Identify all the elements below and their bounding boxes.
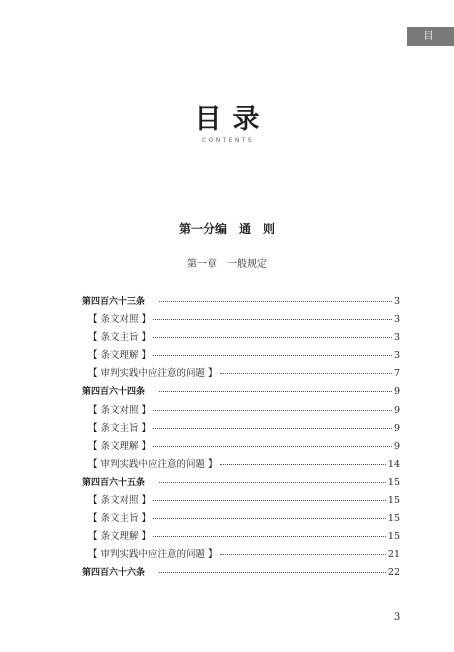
toc-entry-page: 15 [387, 495, 400, 507]
toc-entry-label: 【 条文理解 】 [88, 531, 152, 543]
toc-entry-page: 7 [393, 368, 400, 380]
toc-entry-label: 【 条文对照 】 [88, 314, 152, 326]
toc-entry-label: 【 条文理解 】 [88, 440, 152, 452]
page-number: 3 [394, 612, 401, 623]
toc-sub-entry[interactable] [82, 456, 400, 474]
toc-article-entry[interactable] [82, 564, 400, 582]
toc-entry-label: 【 审判实践中应注意的问题 】 [88, 549, 218, 561]
toc-entry-page: 22 [387, 567, 400, 579]
toc-leader-dots [159, 390, 392, 392]
toc-article-entry[interactable] [82, 293, 400, 311]
toc-entry-label: 【 条文对照 】 [88, 404, 152, 416]
toc-sub-entry[interactable] [82, 365, 400, 383]
toc-article-entry[interactable] [82, 383, 400, 401]
toc-leader-dots [153, 336, 392, 338]
toc-leader-dots [153, 354, 392, 356]
toc-entry-label: 【 审判实践中应注意的问题 】 [88, 458, 218, 470]
toc-leader-dots [153, 318, 392, 320]
toc-entry-page: 9 [393, 386, 400, 398]
toc-sub-entry[interactable] [82, 329, 400, 347]
toc-entry-page: 14 [387, 458, 400, 470]
toc-entry-page: 3 [393, 296, 400, 307]
toc-entry-page: 3 [393, 314, 400, 326]
toc-sub-entry[interactable] [82, 420, 400, 438]
toc-leader-dots [153, 517, 386, 519]
part-heading: 第一分编 通 则 [178, 222, 275, 236]
toc-entry-page: 9 [393, 404, 400, 416]
toc-leader-dots [159, 571, 386, 573]
page-subtitle: CONTENTS [201, 137, 255, 144]
chapter-heading: 第一章 一般规定 [187, 259, 267, 270]
toc-leader-dots [220, 463, 386, 465]
toc-sub-entry[interactable] [82, 311, 400, 329]
toc-entry-label: 第四百六十三条 [82, 297, 146, 307]
toc-article-entry[interactable] [82, 474, 400, 492]
toc-entry-page: 15 [387, 476, 400, 488]
toc-entry-label: 第四百六十六条 [82, 568, 146, 579]
toc-entry-label: 第四百六十五条 [82, 477, 146, 488]
toc-sub-entry[interactable] [82, 347, 400, 365]
toc-entry-page: 3 [393, 350, 400, 362]
running-header-tab: 目 录 [407, 27, 454, 46]
toc-leader-dots [153, 409, 392, 411]
toc-sub-entry[interactable] [82, 546, 400, 564]
toc-leader-dots [220, 372, 392, 374]
toc-entry-page: 3 [393, 332, 400, 344]
table-of-contents [82, 293, 400, 583]
toc-sub-entry[interactable] [82, 492, 400, 510]
toc-entry-label: 【 条文对照 】 [88, 495, 152, 507]
toc-entry-label: 【 条文主旨 】 [88, 332, 152, 344]
toc-entry-page: 21 [387, 549, 400, 561]
toc-entry-label: 【 审判实践中应注意的问题 】 [88, 368, 218, 380]
toc-entry-label: 【 条文理解 】 [88, 350, 152, 362]
page-title: 目录 [194, 104, 271, 135]
toc-entry-page: 15 [387, 531, 400, 543]
toc-leader-dots [153, 535, 386, 537]
toc-entry-page: 9 [393, 422, 400, 434]
toc-sub-entry[interactable] [82, 528, 400, 546]
toc-leader-dots [153, 499, 386, 501]
toc-sub-entry[interactable] [82, 510, 400, 528]
toc-leader-dots [159, 481, 386, 483]
toc-entry-page: 9 [393, 440, 400, 452]
toc-entry-label: 【 条文主旨 】 [88, 513, 152, 525]
toc-entry-page: 15 [387, 513, 400, 525]
toc-entry-label: 第四百六十四条 [82, 387, 146, 398]
toc-leader-dots [153, 427, 392, 429]
toc-entry-label: 【 条文主旨 】 [88, 422, 152, 434]
toc-leader-dots [159, 300, 392, 302]
toc-leader-dots [220, 553, 386, 555]
toc-leader-dots [153, 445, 392, 447]
toc-sub-entry[interactable] [82, 402, 400, 420]
toc-sub-entry[interactable] [82, 438, 400, 456]
